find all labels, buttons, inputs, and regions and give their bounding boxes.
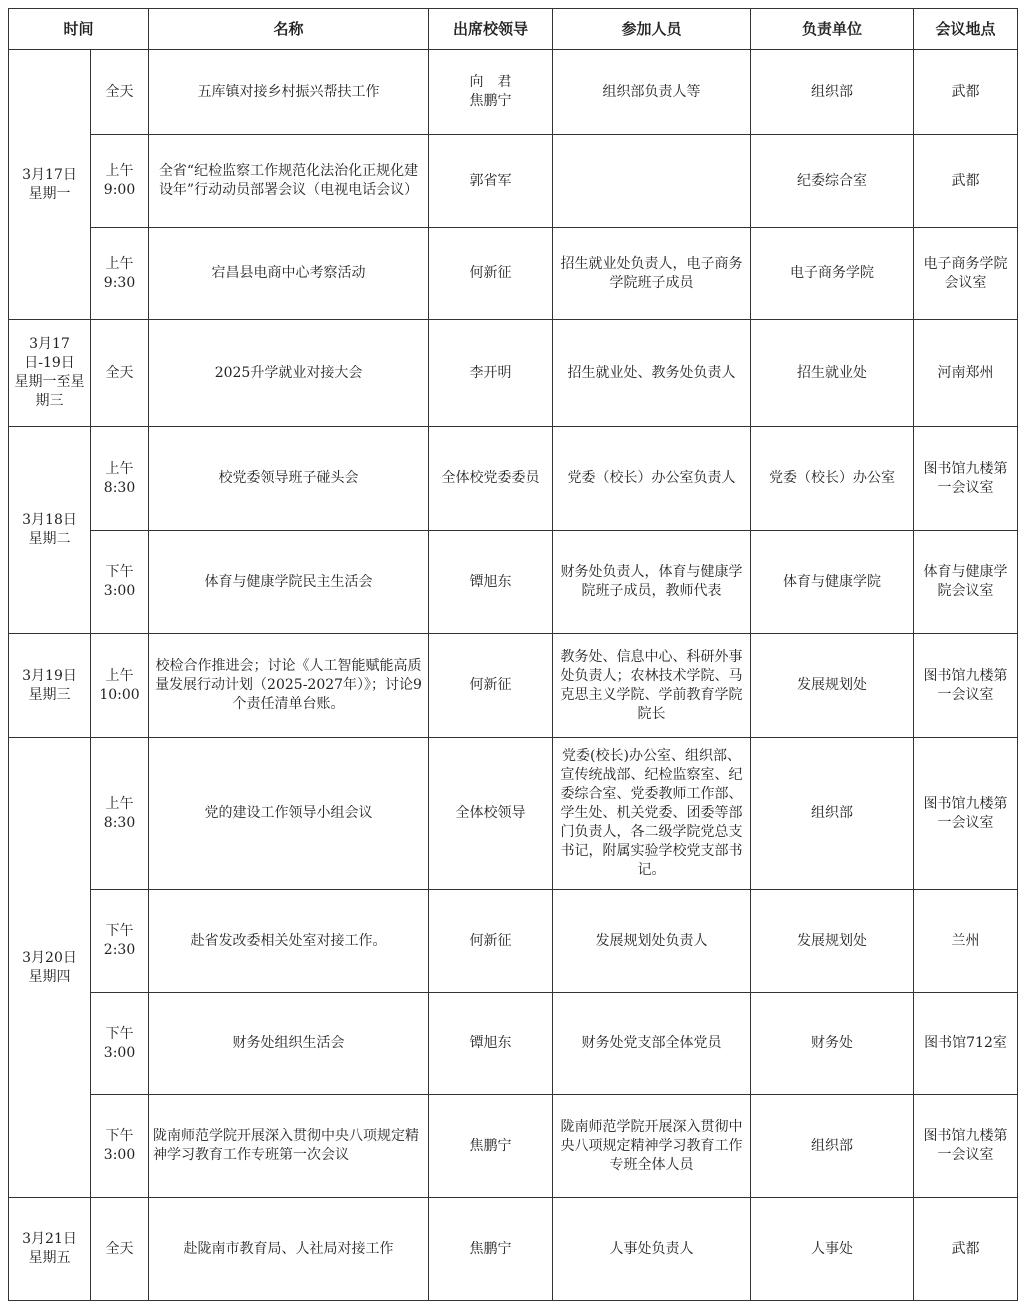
leader-cell: 何新征 — [429, 634, 553, 738]
meeting-name-cell: 五库镇对接乡村振兴帮扶工作 — [149, 50, 429, 135]
time-cell: 下午 3:00 — [91, 993, 149, 1095]
attendees-cell: 组织部负责人等 — [553, 50, 751, 135]
header-unit: 负责单位 — [751, 9, 914, 50]
place-cell: 图书馆九楼第一会议室 — [914, 1095, 1018, 1198]
time-cell: 全天 — [91, 50, 149, 135]
time-cell: 下午 2:30 — [91, 890, 149, 993]
place-cell: 体育与健康学院会议室 — [914, 531, 1018, 634]
unit-cell: 体育与健康学院 — [751, 531, 914, 634]
meeting-name-cell: 财务处组织生活会 — [149, 993, 429, 1095]
header-place: 会议地点 — [914, 9, 1018, 50]
place-cell: 武都 — [914, 50, 1018, 135]
unit-cell: 组织部 — [751, 50, 914, 135]
attendees-cell: 教务处、信息中心、科研外事处负责人；农林技术学院、马克思主义学院、学前教育学院院长 — [553, 634, 751, 738]
table-row — [9, 531, 1018, 634]
place-cell: 图书馆九楼第一会议室 — [914, 427, 1018, 531]
meeting-name-cell: 体育与健康学院民主生活会 — [149, 531, 429, 634]
meeting-name-cell: 全省“纪检监察工作规范化法治化正规化建设年”行动动员部署会议（电视电话会议） — [149, 135, 429, 228]
leader-cell: 全体校领导 — [429, 738, 553, 890]
meeting-name-cell: 校党委领导班子碰头会 — [149, 427, 429, 531]
time-cell: 上午 9:30 — [91, 228, 149, 320]
header-name: 名称 — [149, 9, 429, 50]
place-cell: 武都 — [914, 1198, 1018, 1301]
header-time: 时间 — [9, 9, 149, 50]
meeting-name-cell: 2025升学就业对接大会 — [149, 320, 429, 427]
header-row — [9, 9, 1018, 50]
leader-cell: 焦鹏宁 — [429, 1198, 553, 1301]
table-row — [9, 135, 1018, 228]
meeting-name-cell: 党的建设工作领导小组会议 — [149, 738, 429, 890]
unit-cell: 招生就业处 — [751, 320, 914, 427]
schedule-table — [8, 8, 1018, 1301]
place-cell: 电子商务学院会议室 — [914, 228, 1018, 320]
unit-cell: 电子商务学院 — [751, 228, 914, 320]
place-cell: 河南郑州 — [914, 320, 1018, 427]
unit-cell: 组织部 — [751, 738, 914, 890]
table-row — [9, 1198, 1018, 1301]
leader-cell: 全体校党委委员 — [429, 427, 553, 531]
unit-cell: 纪委综合室 — [751, 135, 914, 228]
time-cell: 上午 9:00 — [91, 135, 149, 228]
table-row — [9, 50, 1018, 135]
time-cell: 全天 — [91, 320, 149, 427]
table-row — [9, 634, 1018, 738]
attendees-cell: 财务处负责人，体育与健康学院班子成员，教师代表 — [553, 531, 751, 634]
time-cell: 上午 10:00 — [91, 634, 149, 738]
table-row — [9, 320, 1018, 427]
table-row — [9, 1095, 1018, 1198]
time-cell: 上午 8:30 — [91, 738, 149, 890]
table-row — [9, 890, 1018, 993]
header-attendees: 参加人员 — [553, 9, 751, 50]
meeting-name-cell: 赴省发改委相关处室对接工作。 — [149, 890, 429, 993]
place-cell: 图书馆九楼第一会议室 — [914, 634, 1018, 738]
attendees-cell: 党委（校长）办公室负责人 — [553, 427, 751, 531]
leader-cell: 镡旭东 — [429, 531, 553, 634]
place-cell: 兰州 — [914, 890, 1018, 993]
date-cell: 3月17日 星期一 — [9, 50, 91, 320]
leader-cell: 镡旭东 — [429, 993, 553, 1095]
date-cell: 3月20日 星期四 — [9, 738, 91, 1198]
time-cell: 下午 3:00 — [91, 531, 149, 634]
meeting-name-cell: 宕昌县电商中心考察活动 — [149, 228, 429, 320]
date-cell: 3月19日 星期三 — [9, 634, 91, 738]
attendees-cell: 招生就业处、教务处负责人 — [553, 320, 751, 427]
attendees-cell: 陇南师范学院开展深入贯彻中央八项规定精神学习教育工作专班全体人员 — [553, 1095, 751, 1198]
attendees-cell: 发展规划处负责人 — [553, 890, 751, 993]
unit-cell: 发展规划处 — [751, 634, 914, 738]
table-row — [9, 993, 1018, 1095]
place-cell: 武都 — [914, 135, 1018, 228]
header-leader: 出席校领导 — [429, 9, 553, 50]
attendees-cell: 人事处负责人 — [553, 1198, 751, 1301]
meeting-name-cell: 陇南师范学院开展深入贯彻中央八项规定精神学习教育工作专班第一次会议 — [149, 1095, 429, 1198]
date-cell: 3月21日 星期五 — [9, 1198, 91, 1301]
unit-cell: 人事处 — [751, 1198, 914, 1301]
table-row — [9, 427, 1018, 531]
meeting-name-cell: 校检合作推进会；讨论《人工智能赋能高质量发展行动计划（2025-2027年）》；讨论9个责任清单台账。 — [149, 634, 429, 738]
leader-cell: 李开明 — [429, 320, 553, 427]
time-cell: 上午 8:30 — [91, 427, 149, 531]
table-row — [9, 738, 1018, 890]
place-cell: 图书馆712室 — [914, 993, 1018, 1095]
meeting-name-cell: 赴陇南市教育局、人社局对接工作 — [149, 1198, 429, 1301]
table-row — [9, 228, 1018, 320]
unit-cell: 党委（校长）办公室 — [751, 427, 914, 531]
leader-cell: 何新征 — [429, 228, 553, 320]
leader-cell: 郭省军 — [429, 135, 553, 228]
time-cell: 全天 — [91, 1198, 149, 1301]
attendees-cell — [553, 135, 751, 228]
leader-cell: 何新征 — [429, 890, 553, 993]
leader-cell: 向 君 焦鹏宁 — [429, 50, 553, 135]
unit-cell: 财务处 — [751, 993, 914, 1095]
unit-cell: 发展规划处 — [751, 890, 914, 993]
place-cell: 图书馆九楼第一会议室 — [914, 738, 1018, 890]
time-cell: 下午 3:00 — [91, 1095, 149, 1198]
leader-cell: 焦鹏宁 — [429, 1095, 553, 1198]
attendees-cell: 财务处党支部全体党员 — [553, 993, 751, 1095]
unit-cell: 组织部 — [751, 1095, 914, 1198]
attendees-cell: 党委(校长)办公室、组织部、宣传统战部、纪检监察室、纪委综合室、党委教师工作部、学生处、机关党委、团委等部门负责人，各二级学院党总支书记，附属实验学校党支部书记。 — [553, 738, 751, 890]
date-cell: 3月18日 星期二 — [9, 427, 91, 634]
attendees-cell: 招生就业处负责人，电子商务学院班子成员 — [553, 228, 751, 320]
date-cell: 3月17日-19日 星期一至星期三 — [9, 320, 91, 427]
